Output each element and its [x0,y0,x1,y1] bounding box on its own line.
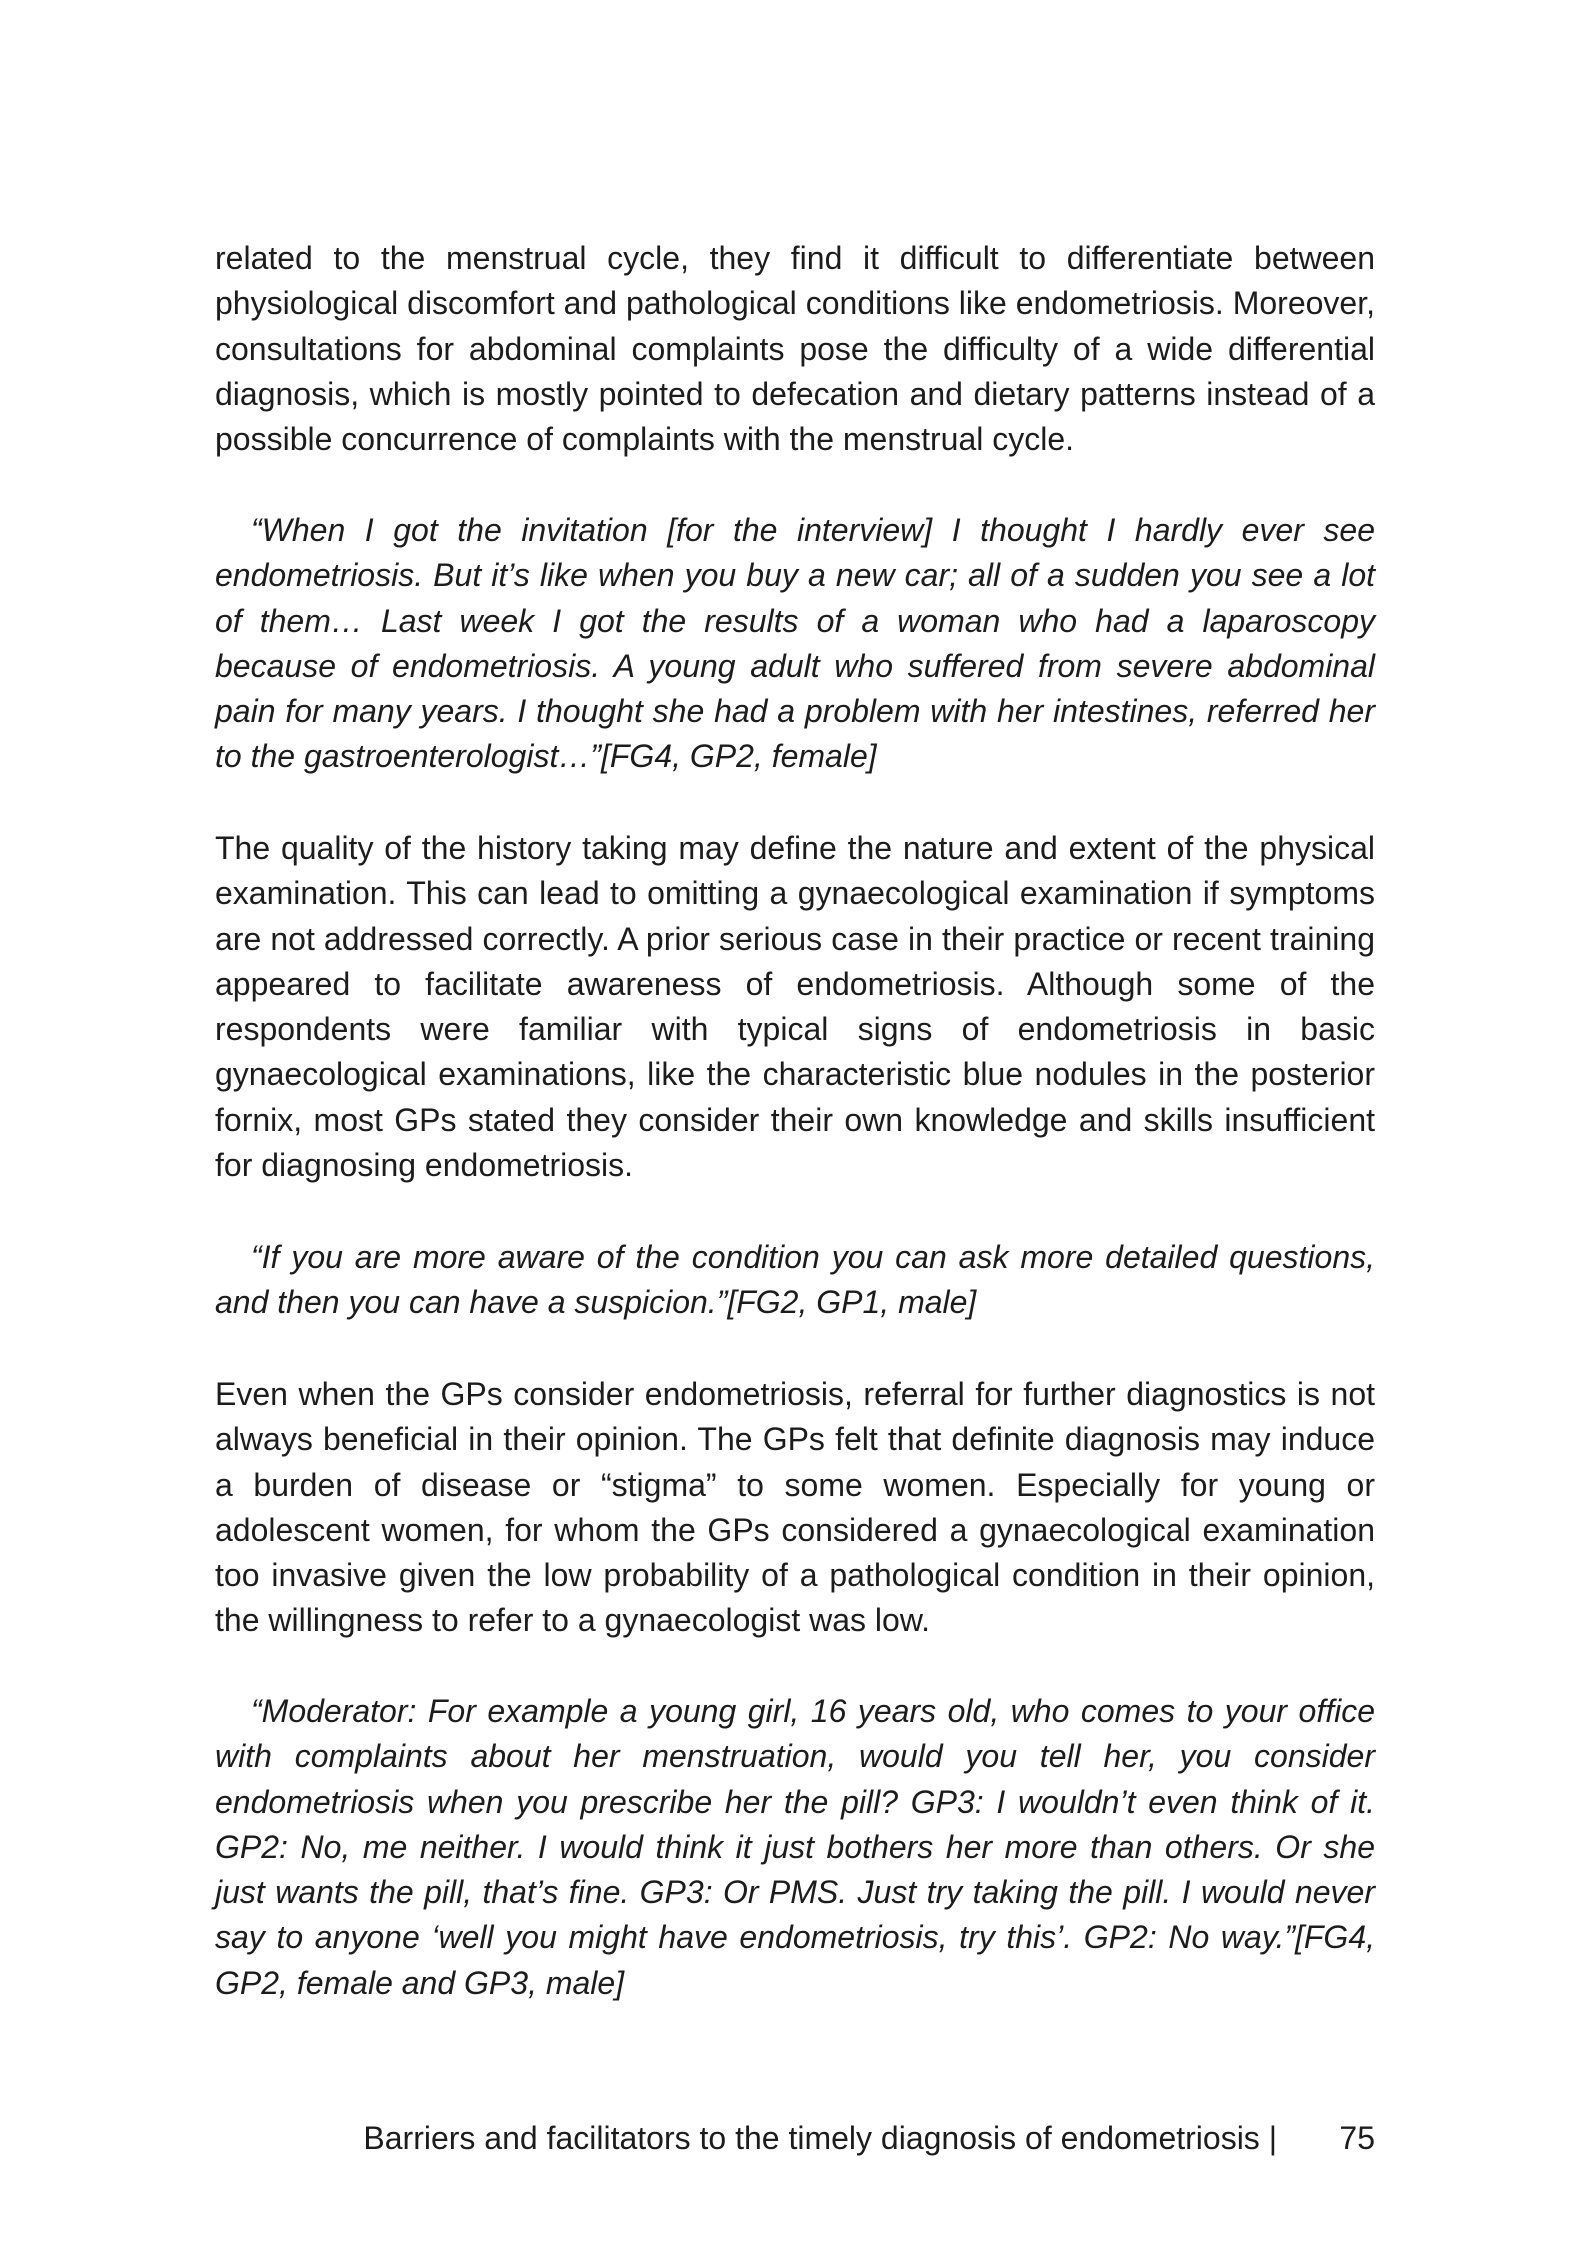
interview-quote: “If you are more aware of the condition you can ask more detailed questions, and then you can have a suspicion.”[FG2, GP1, male] [215,1239,1375,1321]
body-paragraph: Even when the GPs consider endometriosis, referral for further diagnostics is not always beneficial in their opinion. The GPs felt that definite diagnosis may induce a burden of disease or “stigma” to some women. Especially for young or adolescent women, for whom the GPs considered a gynaecological examination too invasive given the low probability of a pathological condition in their opinion, the willingness to refer to a gynaecologist was low. [215,1376,1375,1639]
body-paragraph: related to the menstrual cycle, they find it difficult to differentiate between physiological discomfort and pathological conditions like endometriosis. Moreover, consultations for abdominal complaints pose the difficulty of a wide differential diagnosis, which is mostly pointed to defecation and dietary patterns instead of a possible concurrence of complaints with the menstrual cycle. [215,240,1375,458]
interview-quote: “Moderator: For example a young girl, 16 years old, who comes to your office with complaints about her menstruation, would you tell her, you consider endometriosis when you prescribe her the pill? GP3: I wouldn’t even think of it. GP2: No, me neither. I would think it just bothers her more than others. Or she just wants the pill, that’s fine. GP3: Or PMS. Just try taking the pill. I would never say to anyone ‘well you might have endometriosis, try this’. GP2: No way.”[FG4, GP2, female and GP3, male] [215,1693,1375,2001]
running-title: Barriers and facilitators to the timely diagnosis of endometriosis | [363,2120,1277,2156]
body-paragraph: The quality of the history taking may define the nature and extent of the physical examination. This can lead to omitting a gynaecological examination if symptoms are not addressed correctly. A prior serious case in their practice or recent training appeared to facilitate awareness of endometriosis. Although some of the respondents were familiar with typical signs of endometriosis in basic gynaecological examinations, like the characteristic blue nodules in the posterior fornix, most GPs stated they consider their own knowledge and skills insufficient for diagnosing endometriosis. [215,830,1375,1184]
page-footer [215,2113,1375,2163]
interview-quote: “When I got the invitation [for the interview] I thought I hardly ever see endometriosis. But it’s like when you buy a new car; all of a sudden you see a lot of them… Last week I got the results of a woman who had a laparoscopy because of endometriosis. A young adult who suffered from severe abdominal pain for many years. I thought she had a problem with her intestines, referred her to the gastroenterologist…”[FG4, GP2, female] [215,512,1375,775]
page-number: 75 [1339,2120,1375,2156]
